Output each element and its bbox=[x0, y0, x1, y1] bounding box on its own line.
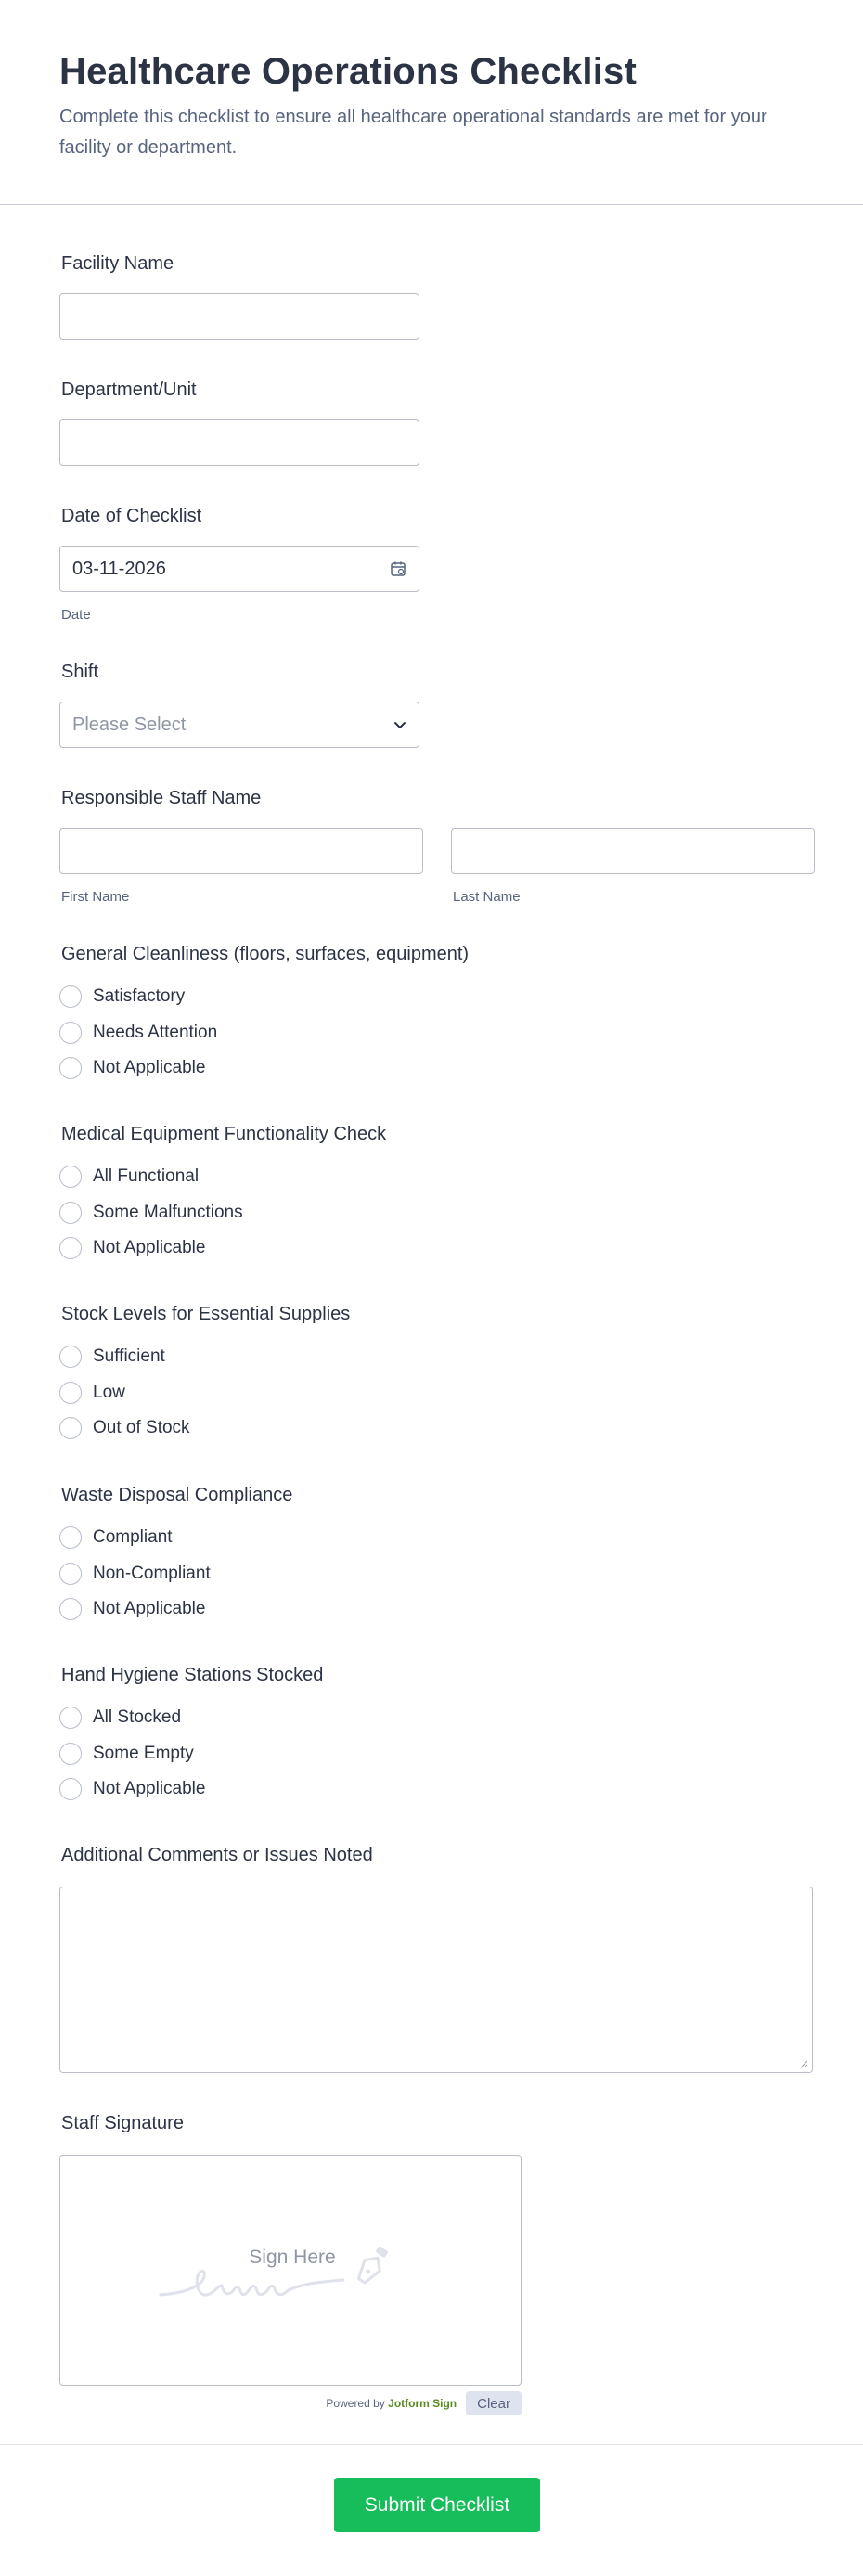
form-subtitle: Complete this checklist to ensure all healthcare operational standards are met for your facility or department. bbox=[59, 107, 767, 158]
question-stock bbox=[59, 1301, 350, 1447]
radio-option[interactable] bbox=[59, 1736, 323, 1772]
radio-group bbox=[59, 1159, 386, 1267]
radio-label: Low bbox=[93, 1382, 125, 1402]
radio-label: Some Malfunctions bbox=[93, 1202, 243, 1222]
radio-option[interactable] bbox=[59, 1339, 350, 1375]
department-input[interactable] bbox=[59, 419, 419, 466]
radio-label: Not Applicable bbox=[93, 1058, 206, 1078]
radio-option[interactable] bbox=[59, 1159, 386, 1195]
radio-option[interactable] bbox=[59, 1591, 292, 1628]
powered-prefix: Powered by bbox=[326, 2397, 385, 2410]
resize-handle-icon[interactable] bbox=[799, 2059, 808, 2068]
signature-label: Staff Signature bbox=[61, 2113, 184, 2133]
radio-label: Some Empty bbox=[93, 1743, 194, 1763]
radio-option[interactable] bbox=[59, 1771, 323, 1808]
radio-button[interactable] bbox=[59, 1707, 82, 1729]
radio-label: Not Applicable bbox=[93, 1238, 206, 1258]
signature-field bbox=[59, 2110, 522, 2415]
radio-button[interactable] bbox=[59, 1417, 82, 1439]
question-hygiene bbox=[59, 1662, 323, 1808]
shift-placeholder: Please Select bbox=[72, 715, 187, 735]
chevron-down-icon bbox=[393, 717, 407, 732]
radio-button[interactable] bbox=[59, 1778, 82, 1800]
radio-option[interactable] bbox=[59, 1015, 469, 1051]
date-label: Date of Checklist bbox=[61, 506, 202, 526]
radio-option[interactable] bbox=[59, 1375, 350, 1411]
date-value: 03-11-2026 bbox=[72, 559, 166, 579]
facility-field bbox=[59, 251, 419, 340]
radio-group bbox=[59, 1339, 350, 1447]
radio-label: Out of Stock bbox=[93, 1418, 190, 1438]
date-field bbox=[59, 503, 419, 623]
shift-label: Shift bbox=[61, 662, 99, 682]
radio-button[interactable] bbox=[59, 1346, 82, 1368]
radio-button[interactable] bbox=[59, 1202, 82, 1224]
form-title: Healthcare Operations Checklist bbox=[59, 51, 637, 92]
last-name-input[interactable] bbox=[451, 828, 815, 874]
signature-placeholder: Sign Here bbox=[249, 2247, 336, 2268]
radio-option[interactable] bbox=[59, 1230, 386, 1267]
radio-option[interactable] bbox=[59, 1700, 323, 1736]
radio-button[interactable] bbox=[59, 1022, 82, 1044]
last-name-col bbox=[451, 828, 815, 905]
radio-label: Satisfactory bbox=[93, 986, 186, 1007]
date-input[interactable] bbox=[59, 546, 419, 592]
radio-option[interactable] bbox=[59, 979, 469, 1015]
radio-button[interactable] bbox=[59, 1237, 82, 1259]
facility-label: Facility Name bbox=[61, 253, 174, 274]
first-name-input[interactable] bbox=[59, 828, 423, 874]
radio-label: Needs Attention bbox=[93, 1022, 218, 1042]
radio-button[interactable] bbox=[59, 1526, 82, 1549]
radio-option[interactable] bbox=[59, 1410, 350, 1447]
radio-label: Compliant bbox=[93, 1527, 173, 1548]
question-label: Medical Equipment Functionality Check bbox=[61, 1124, 387, 1144]
radio-option[interactable] bbox=[59, 1520, 292, 1556]
first-name-sublabel: First Name bbox=[61, 889, 130, 905]
radio-button[interactable] bbox=[59, 1057, 82, 1079]
radio-option[interactable] bbox=[59, 1556, 292, 1592]
question-label: Stock Levels for Essential Supplies bbox=[61, 1304, 351, 1324]
comments-field bbox=[59, 1842, 813, 2073]
question-cleanliness bbox=[59, 941, 469, 1087]
staff-name-field bbox=[59, 785, 815, 905]
jotform-sign-link[interactable]: Jotform Sign bbox=[388, 2397, 457, 2410]
date-sublabel: Date bbox=[61, 607, 91, 623]
facility-input[interactable] bbox=[59, 293, 419, 340]
radio-button[interactable] bbox=[59, 1382, 82, 1404]
department-field bbox=[59, 377, 419, 466]
radio-label: Not Applicable bbox=[93, 1599, 206, 1619]
radio-label: Sufficient bbox=[93, 1346, 165, 1367]
signature-footer bbox=[59, 2391, 522, 2415]
clear-signature-button[interactable]: Clear bbox=[466, 2391, 522, 2415]
question-label: General Cleanliness (floors, surfaces, equipment) bbox=[61, 944, 470, 964]
radio-label: Not Applicable bbox=[93, 1779, 206, 1799]
radio-option[interactable] bbox=[59, 1195, 386, 1231]
radio-group bbox=[59, 1700, 323, 1808]
radio-label: Non-Compliant bbox=[93, 1563, 211, 1583]
radio-group bbox=[59, 979, 469, 1087]
question-label: Hand Hygiene Stations Stocked bbox=[61, 1665, 324, 1685]
staff-name-row bbox=[59, 828, 815, 905]
last-name-sublabel: Last Name bbox=[453, 889, 521, 905]
radio-label: All Functional bbox=[93, 1166, 200, 1187]
radio-group bbox=[59, 1520, 292, 1628]
powered-by-text bbox=[326, 2397, 457, 2410]
shift-select[interactable] bbox=[59, 702, 419, 748]
form-header bbox=[0, 0, 863, 205]
radio-button[interactable] bbox=[59, 1563, 82, 1585]
radio-option[interactable] bbox=[59, 1050, 469, 1087]
comments-textarea[interactable] bbox=[59, 1887, 813, 2073]
question-waste bbox=[59, 1482, 292, 1628]
submit-button[interactable]: Submit Checklist bbox=[334, 2478, 540, 2532]
calendar-icon[interactable] bbox=[390, 560, 406, 577]
comments-label: Additional Comments or Issues Noted bbox=[61, 1845, 373, 1865]
department-label: Department/Unit bbox=[61, 380, 197, 400]
radio-button[interactable] bbox=[59, 985, 82, 1008]
form-footer bbox=[0, 2444, 863, 2576]
radio-button[interactable] bbox=[59, 1743, 82, 1765]
radio-button[interactable] bbox=[59, 1598, 82, 1620]
radio-label: All Stocked bbox=[93, 1707, 182, 1728]
first-name-col bbox=[59, 828, 423, 905]
question-label: Waste Disposal Compliance bbox=[61, 1485, 293, 1505]
question-equipment bbox=[59, 1121, 386, 1267]
radio-button[interactable] bbox=[59, 1166, 82, 1188]
signature-pad[interactable] bbox=[59, 2155, 522, 2386]
staff-name-label: Responsible Staff Name bbox=[61, 788, 262, 808]
shift-field bbox=[59, 659, 419, 748]
